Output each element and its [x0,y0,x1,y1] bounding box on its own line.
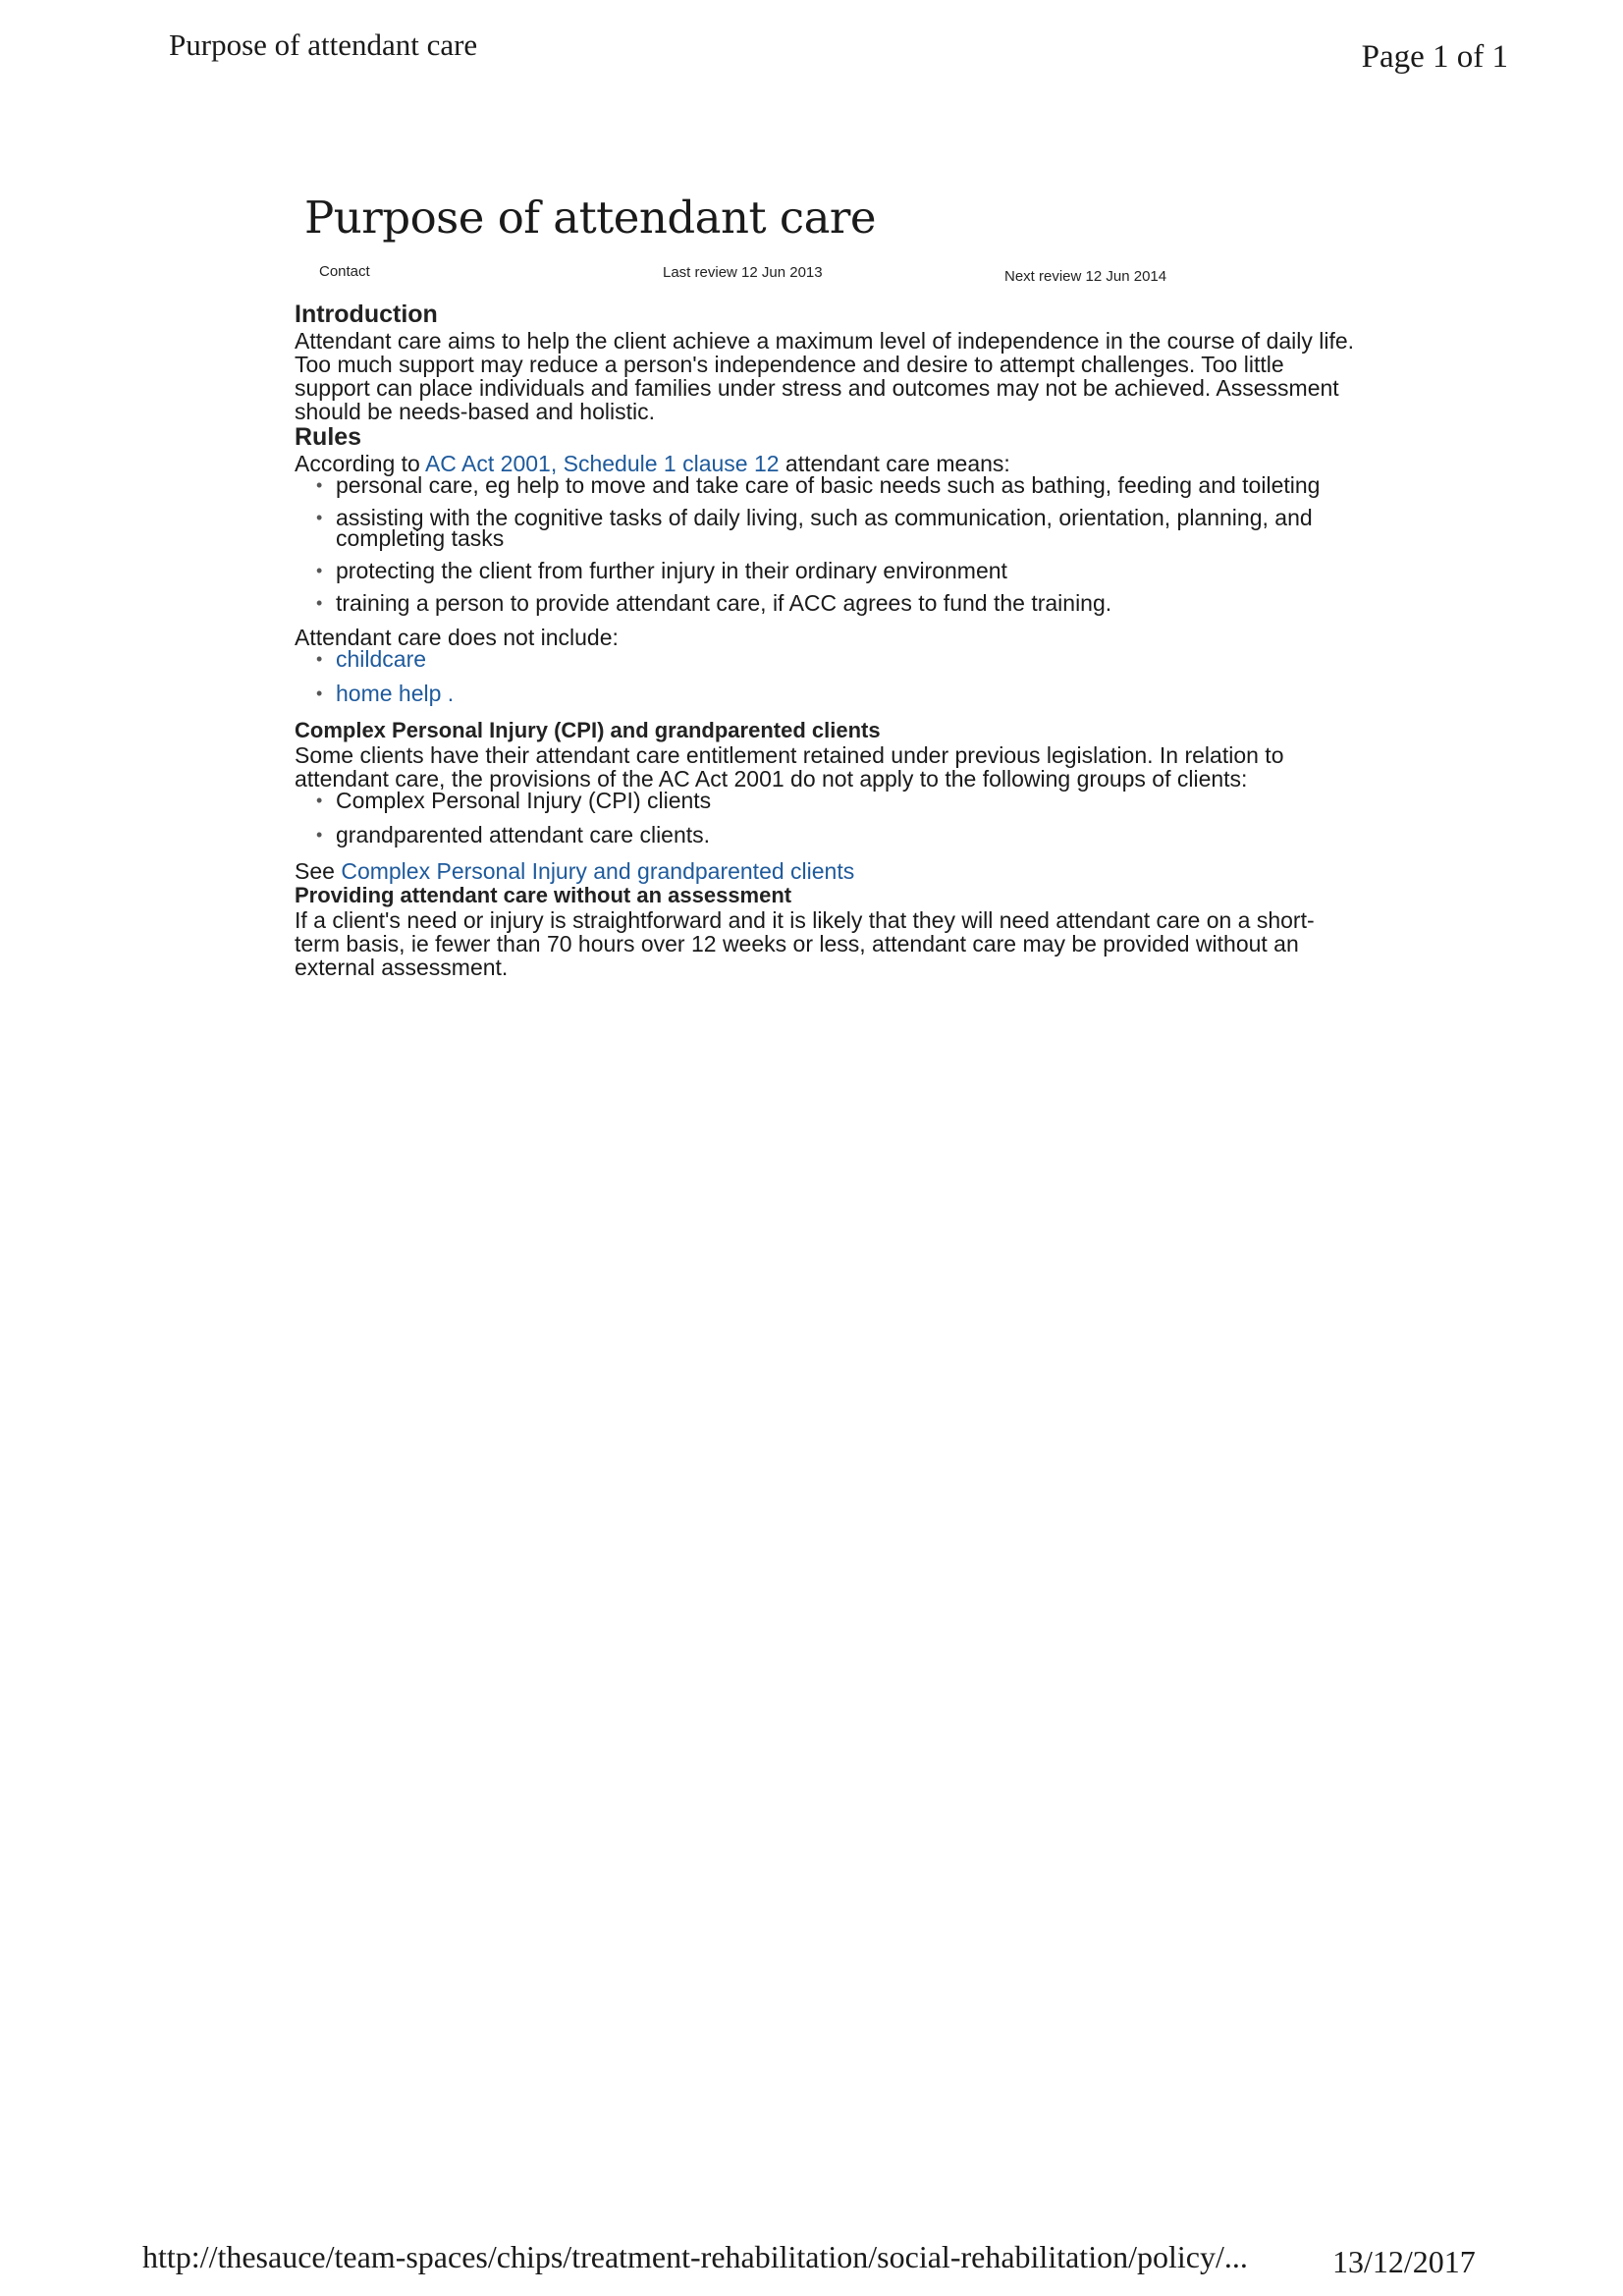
introduction-heading: Introduction [295,301,438,328]
no-assessment-heading: Providing attendant care without an assessment [295,883,792,907]
print-header-page-number: Page 1 of 1 [1361,39,1508,75]
print-footer-url: http://thesauce/team-spaces/chips/treatment-rehabilitation/social-rehabilitation/policy/... [142,2239,1248,2274]
rules-lead-suffix: attendant care means: [779,451,1010,476]
rules-lead-prefix: According to [295,451,425,476]
list-item: • protecting the client from further injury in their ordinary environment [295,561,1365,581]
list-item: • training a person to provide attendant care, if ACC agrees to fund the training. [295,593,1365,614]
cpi-text: Some clients have their attendant care entitlement retained under previous legislation. In relation to attendant care, the provisions of the AC Act 2001 do not apply to the following groups of clients: [295,742,1284,792]
last-review: Last review 12 Jun 2013 [663,264,823,281]
cpi-grandparented-link[interactable]: Complex Personal Injury and grandparented clients [341,858,855,884]
cpi-groups-list [295,788,1365,847]
exclusions-list [295,646,1365,706]
see-line [295,859,1365,883]
list-item: • assisting with the cognitive tasks of daily living, such as communication, orientation, planning, and completing tasks [295,508,1365,549]
list-item: • grandparented attendant care clients. [295,825,1365,846]
introduction-text: Attendant care aims to help the client achieve a maximum level of independence in the course of daily life. Too much support may reduce a person's independence and desire to attempt challenges. Too little support can place individuals and families under stress and outcomes may not be achieved. Assessment should be needs-based and holistic. [295,328,1355,424]
attendant-care-means-list [295,472,1365,616]
home-help-link[interactable]: home help [336,681,442,706]
page-title: Purpose of attendant care [304,191,877,244]
list-item [295,683,1365,704]
contact-label[interactable]: Contact [319,263,370,280]
home-help-suffix: . [441,681,455,706]
not-include-text: Attendant care does not include: [295,625,619,650]
list-item: • personal care, eg help to move and take care of basic needs such as bathing, feeding and toileting [295,475,1365,496]
next-review: Next review 12 Jun 2014 [1004,268,1167,285]
cpi-heading: Complex Personal Injury (CPI) and grandparented clients [295,718,881,742]
review-meta [295,261,1365,301]
no-assessment-text: If a client's need or injury is straightforward and it is likely that they will need attendant care on a short-term basis, ie fewer than 70 hours over 12 weeks or less, attendant care may be provided without an external assessment. [295,907,1315,980]
childcare-link[interactable]: childcare [336,646,427,672]
print-header-title: Purpose of attendant care [169,27,478,62]
rules-heading: Rules [295,423,362,451]
list-item [295,646,1365,672]
see-prefix: See [295,858,342,884]
print-footer-date: 13/12/2017 [1332,2244,1476,2279]
ac-act-link[interactable]: AC Act 2001, Schedule 1 clause 12 [424,451,780,476]
list-item: • Complex Personal Injury (CPI) clients [295,791,1365,811]
document-content [295,191,1365,979]
